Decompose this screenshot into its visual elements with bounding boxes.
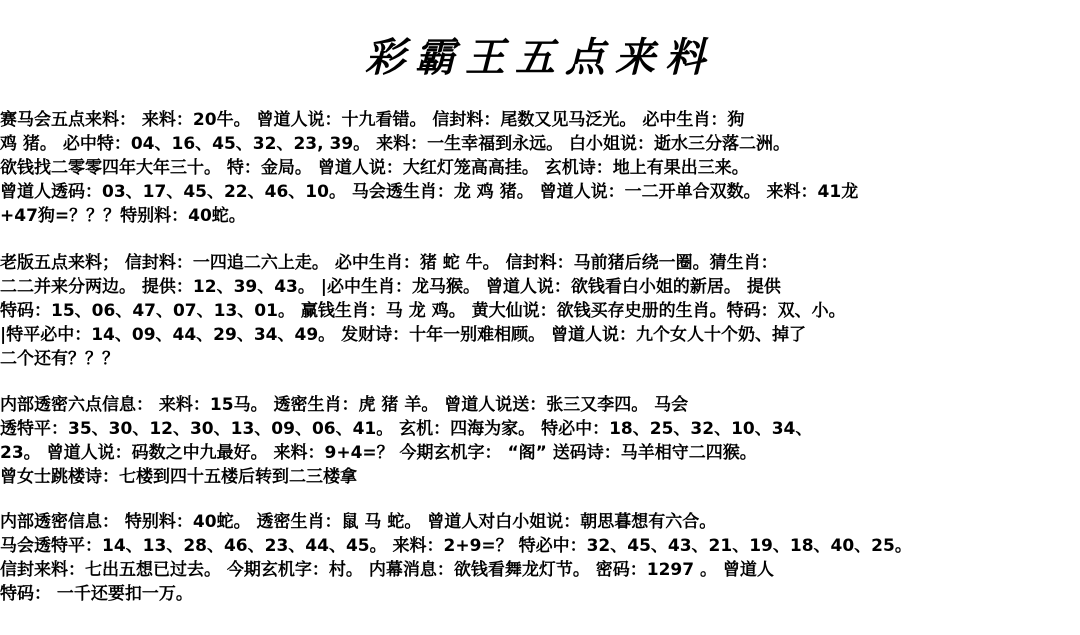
text-line: 鸡 猪。 必中特：04、16、45、32、23, 39。 来料：一生幸福到永远。 白小姐说：逝水三分落二洲。 — [0, 134, 790, 154]
text-line: |特平必中：14、09、44、29、34、49。 发财诗：十年一别难相顾。 曾道人说：九个女人十个奶、掉了 — [0, 325, 806, 345]
text-line: 二二并来分两边。 提供：12、39、43。 |必中生肖：龙马猴。 曾道人说：欲钱看白小姐的新居。 提供 — [0, 277, 781, 297]
text-line: 透特平：35、30、12、30、13、09、06、41。 玄机：四海为家。 特必中：18、25、32、10、34、 — [0, 419, 813, 439]
text-line: 欲钱找二零零四年大年三十。 特：金局。 曾道人说：大红灯笼高高挂。 玄机诗：地上有果出三来。 — [0, 158, 749, 178]
text-line: 赛马会五点来料： 来料：20牛。 曾道人说：十九看错。 信封料：尾数又见马泛光。 必中生肖：狗 — [0, 110, 745, 130]
text-line: 二个还有？？？ — [0, 349, 119, 369]
text-line: 曾道人透码：03、17、45、22、46、10。 马会透生肖：龙 鸡 猪。 曾道人说：一二开单合双数。 来料：41龙 — [0, 182, 859, 202]
text-line: 特码：15、06、47、07、13、01。 赢钱生肖：马 龙 鸡。 黄大仙说：欲钱买存史册的生肖。特码：双、小。 — [0, 301, 846, 321]
text-line: 内部透密信息： 特别料：40蛇。 透密生肖：鼠 马 蛇。 曾道人对白小姐说：朝思暮想有六合。 — [0, 512, 717, 532]
text-line: 老版五点来料； 信封料：一四追二六上走。 必中生肖：猪 蛇 牛。 信封料：马前猪后绕一圈。猜生肖： — [0, 253, 778, 273]
text-line: 内部透密六点信息： 来料：15马。 透密生肖：虎 猪 羊。 曾道人说送：张三又李四。 马会 — [0, 395, 689, 415]
text-line: +47狗=？？？特别料：40蛇。 — [0, 206, 246, 226]
text-line: 23。 曾道人说：码数之中九最好。 来料：9+4=？ 今期玄机字： “阁” 送码诗：马羊相守二四猴。 — [0, 443, 757, 463]
text-line: 信封来料：七出五想已过去。 今期玄机字：村。 内幕消息：欲钱看舞龙灯节。 密码：1297 。 曾道人 — [0, 560, 774, 580]
page-title: 彩霸王五点来料 — [365, 34, 715, 81]
text-line: 特码： 一千还要扣一万。 — [0, 584, 193, 604]
text-line: 马会透特平：14、13、28、46、23、44、45。 来料：2+9=？ 特必中：32、45、43、21、19、18、40、25。 — [0, 536, 912, 556]
text-line: 曾女士跳楼诗：七楼到四十五楼后转到二三楼拿 — [0, 467, 357, 487]
